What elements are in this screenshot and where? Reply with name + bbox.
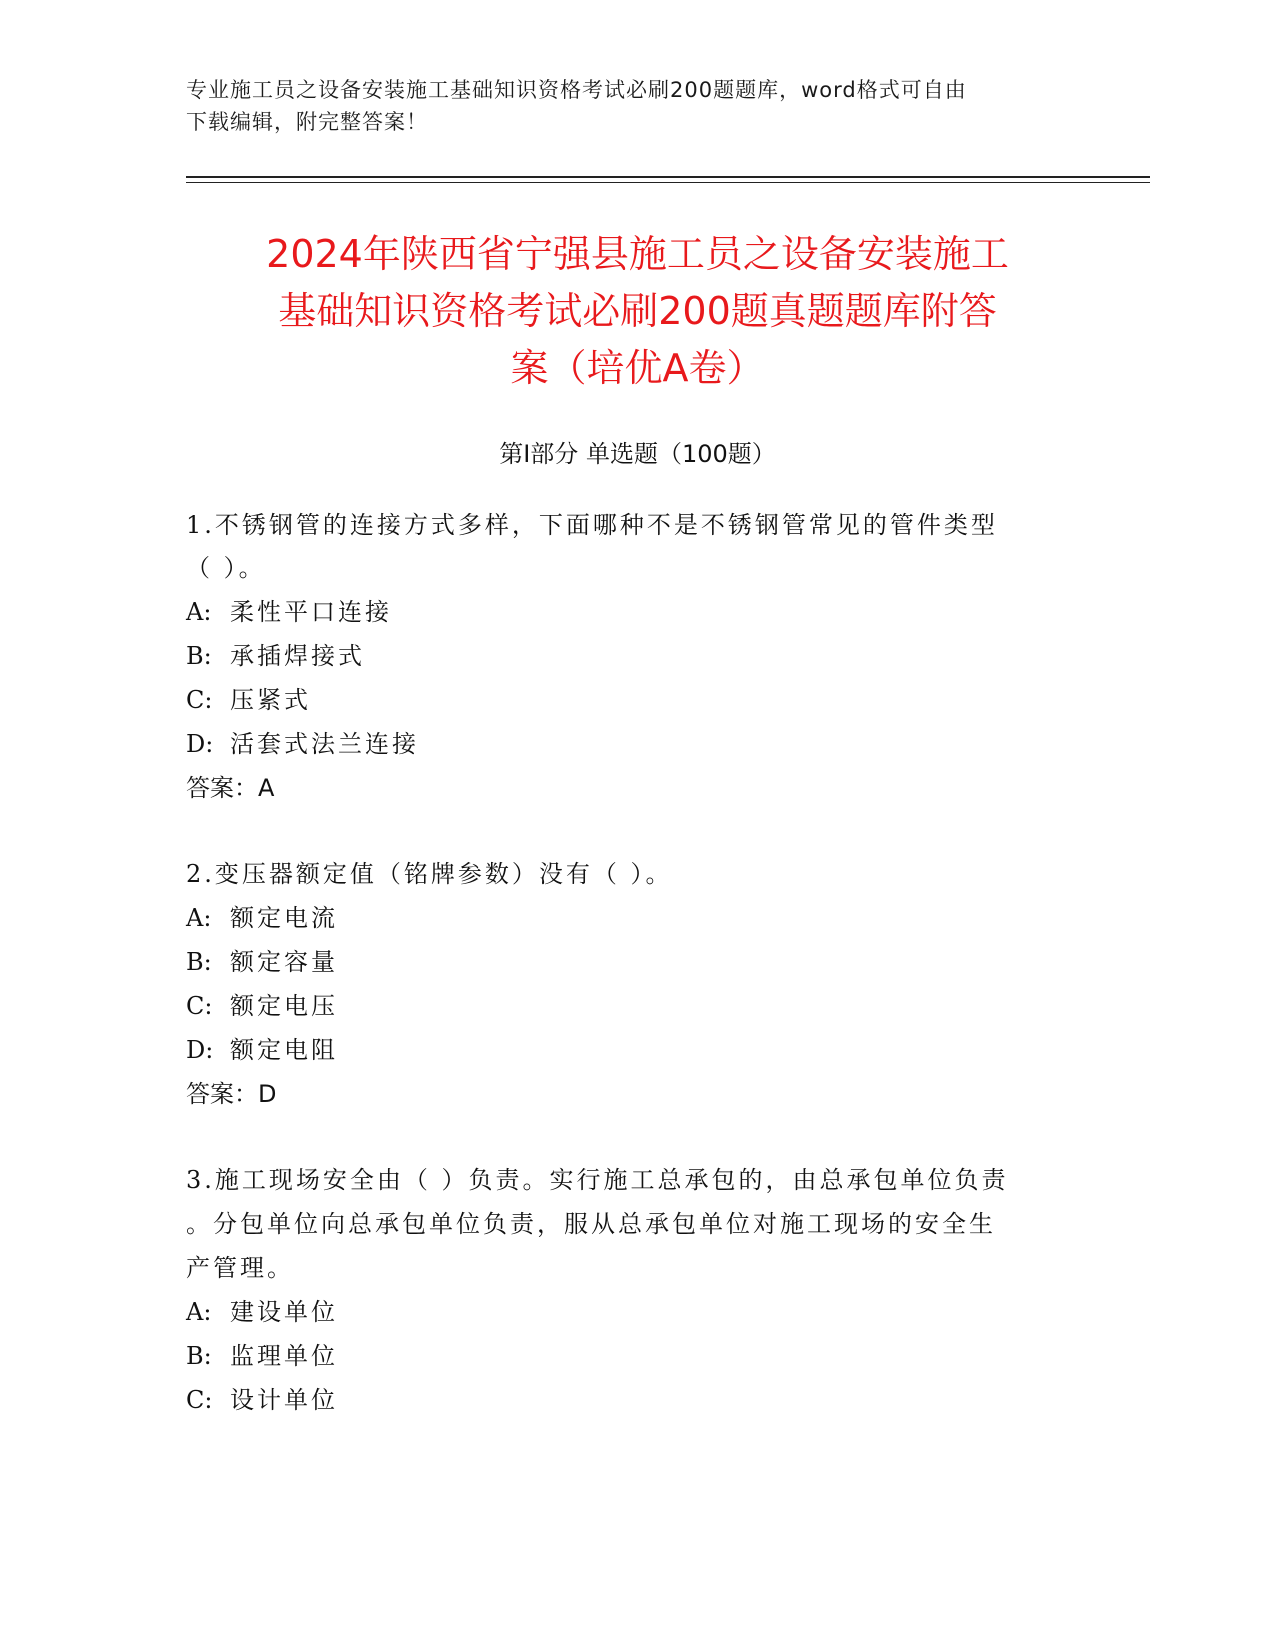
option-text: 建设单位: [230, 1298, 338, 1326]
question-3-option-a: [186, 1295, 338, 1329]
option-label: C:: [186, 1386, 213, 1414]
question-1-stem-line-2: （ ）。: [186, 554, 266, 582]
question-1-option-c: [186, 683, 311, 717]
header-note-line-2: 下载编辑，附完整答案！: [186, 110, 428, 134]
question-3-stem-line-3: 产管理。: [186, 1254, 294, 1282]
question-2-option-d: [186, 1033, 338, 1067]
option-label: A:: [186, 598, 212, 626]
question-1-option-d: [186, 727, 419, 761]
question-1-option-a: [186, 595, 392, 629]
question-1-option-b: [186, 639, 365, 673]
option-text: 设计单位: [230, 1386, 338, 1414]
question-2-answer: 答案：D: [186, 1080, 277, 1108]
question-1-answer: 答案：A: [186, 774, 275, 802]
option-label: A:: [186, 904, 212, 932]
question-2-option-a: [186, 901, 338, 935]
header-divider-thick: [186, 176, 1150, 178]
option-text: 活套式法兰连接: [230, 730, 419, 758]
header-divider-thin: [186, 182, 1150, 183]
option-label: D:: [186, 1036, 214, 1064]
option-label: D:: [186, 730, 214, 758]
question-2-option-c: [186, 989, 338, 1023]
document-title-line-3: 案（培优A卷）: [510, 346, 765, 390]
question-1-stem-line-1: 1.不锈钢管的连接方式多样，下面哪种不是不锈钢管常见的管件类型: [186, 511, 998, 539]
option-text: 额定容量: [230, 948, 338, 976]
option-label: C:: [186, 686, 213, 714]
header-note: [186, 74, 1086, 138]
option-text: 额定电阻: [230, 1036, 338, 1064]
document-title: [160, 226, 1115, 397]
question-3-option-b: [186, 1339, 338, 1373]
option-text: 监理单位: [230, 1342, 338, 1370]
option-text: 承插焊接式: [230, 642, 365, 670]
option-text: 柔性平口连接: [230, 598, 392, 626]
question-3-stem-line-2: 。分包单位向总承包单位负责，服从总承包单位对施工现场的安全生: [186, 1210, 996, 1238]
question-2-stem-line-1: 2.变压器额定值（铭牌参数）没有（ ）。: [186, 860, 673, 888]
option-label: B:: [186, 642, 212, 670]
option-text: 额定电压: [230, 992, 338, 1020]
option-label: B:: [186, 948, 212, 976]
option-label: B:: [186, 1342, 212, 1370]
question-3-option-c: [186, 1383, 338, 1417]
question-2-option-b: [186, 945, 338, 979]
header-note-line-1: 专业施工员之设备安装施工基础知识资格考试必刷200题题库，word格式可自由: [186, 78, 967, 102]
option-text: 压紧式: [230, 686, 311, 714]
document-title-line-1: 2024年陕西省宁强县施工员之设备安装施工: [266, 232, 1009, 276]
option-label: C:: [186, 992, 213, 1020]
document-title-line-2: 基础知识资格考试必刷200题真题题库附答: [278, 289, 997, 333]
option-label: A:: [186, 1298, 212, 1326]
question-3-stem-line-1: 3.施工现场安全由（ ）负责。实行施工总承包的，由总承包单位负责: [186, 1166, 1009, 1194]
section-title: 第I部分 单选题（100题）: [499, 440, 776, 468]
option-text: 额定电流: [230, 904, 338, 932]
